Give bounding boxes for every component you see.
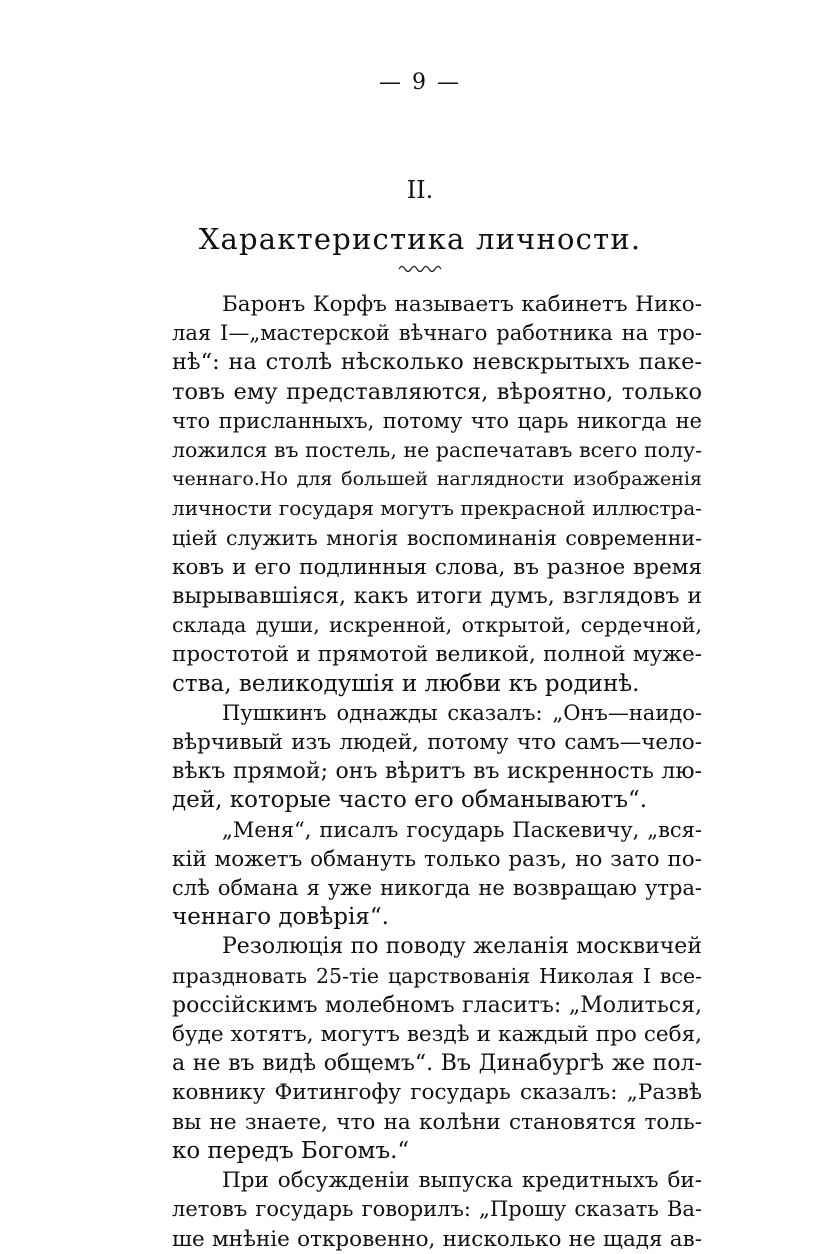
text-line: Баронъ Корфъ называетъ кабинетъ Нико-: [222, 292, 702, 317]
text-line: лая I—„мастерской вѣчнаго работника на тро-: [172, 321, 702, 346]
text-line: дей, которые часто его обманываютъ“.: [172, 787, 648, 814]
text-line: вырывавшіяся, какъ итоги думъ, взглядовъ и: [172, 584, 702, 610]
text-line: Резолюція по поводу желанія москвичей: [222, 934, 702, 960]
text-line: ковнику Фитингофу государь сказалъ: „Развѣ: [172, 1080, 702, 1106]
text-line: ко передъ Богомъ.“: [172, 1137, 410, 1164]
text-line: ложился въ постель, не распечатавъ всего полу-: [172, 438, 702, 463]
text-line: ченнаго довѣрія“.: [172, 904, 389, 931]
text-line: что присланныхъ, потому что царь никогда не: [172, 408, 702, 433]
text-line: слѣ обмана я уже никогда не возвращаю утра-: [172, 876, 702, 901]
text-line: нѣ“: на столѣ нѣсколько невскрытыхъ паке-: [172, 349, 702, 376]
text-line: буде хотятъ, могутъ вездѣ и каждый про себя,: [172, 1022, 702, 1048]
text-line: россійскимъ молебномъ гласитъ: „Молиться,: [172, 992, 702, 1018]
text-line: товъ ему представляются, вѣроятно, только: [172, 378, 702, 405]
chapter-number: II.: [406, 176, 434, 204]
text-line: вы не знаете, что на колѣни становятся толь-: [172, 1109, 702, 1135]
body-text: [172, 290, 702, 1254]
text-line: „Меня“, писалъ государь Паскевичу, „вся-: [222, 817, 702, 842]
title-ornament: [0, 262, 840, 278]
text-line: ціей служить многія воспоминанія современни-: [172, 525, 702, 550]
text-line: личности государя могутъ прекрасной иллюстра-: [172, 496, 702, 521]
text-line: простотой и прямотой великой, полной муже-: [172, 642, 702, 668]
text-line: летовъ государь говорилъ: „Прошу сказать Ва-: [172, 1197, 702, 1222]
page-number: — 9 —: [379, 70, 461, 95]
text-line: вѣкъ прямой; онъ вѣритъ въ искренность лю-: [172, 759, 702, 785]
chapter-title: Характеристика личности.: [198, 222, 642, 256]
text-line: кій можетъ обмануть только разъ, но зато по-: [172, 846, 702, 872]
text-line: Пушкинъ однажды сказалъ: „Онъ—наидо-: [222, 700, 702, 725]
text-line: ковъ и его подлинныя слова, въ разное время: [172, 554, 702, 580]
text-line: ства, великодушія и любви къ родинѣ.: [172, 670, 640, 697]
text-line: При обсужденіи выпуска кредитныхъ би-: [222, 1168, 702, 1194]
text-line: склада души, искренной, открытой, сердечной,: [172, 613, 702, 638]
wave-ornament-icon: [398, 263, 442, 275]
text-line: ченнаго.Но для большей наглядности изображенія: [172, 468, 702, 491]
text-line: праздновать 25-тіе царствованія Николая I все-: [172, 963, 702, 988]
text-line: ше мнѣніе откровенно, нисколько не щадя ав-: [172, 1226, 702, 1252]
text-line: вѣрчивый изъ людей, потому что самъ—чело-: [172, 730, 702, 756]
text-line: а не въ видѣ общемъ“. Въ Динабургѣ же пол-: [172, 1051, 702, 1077]
